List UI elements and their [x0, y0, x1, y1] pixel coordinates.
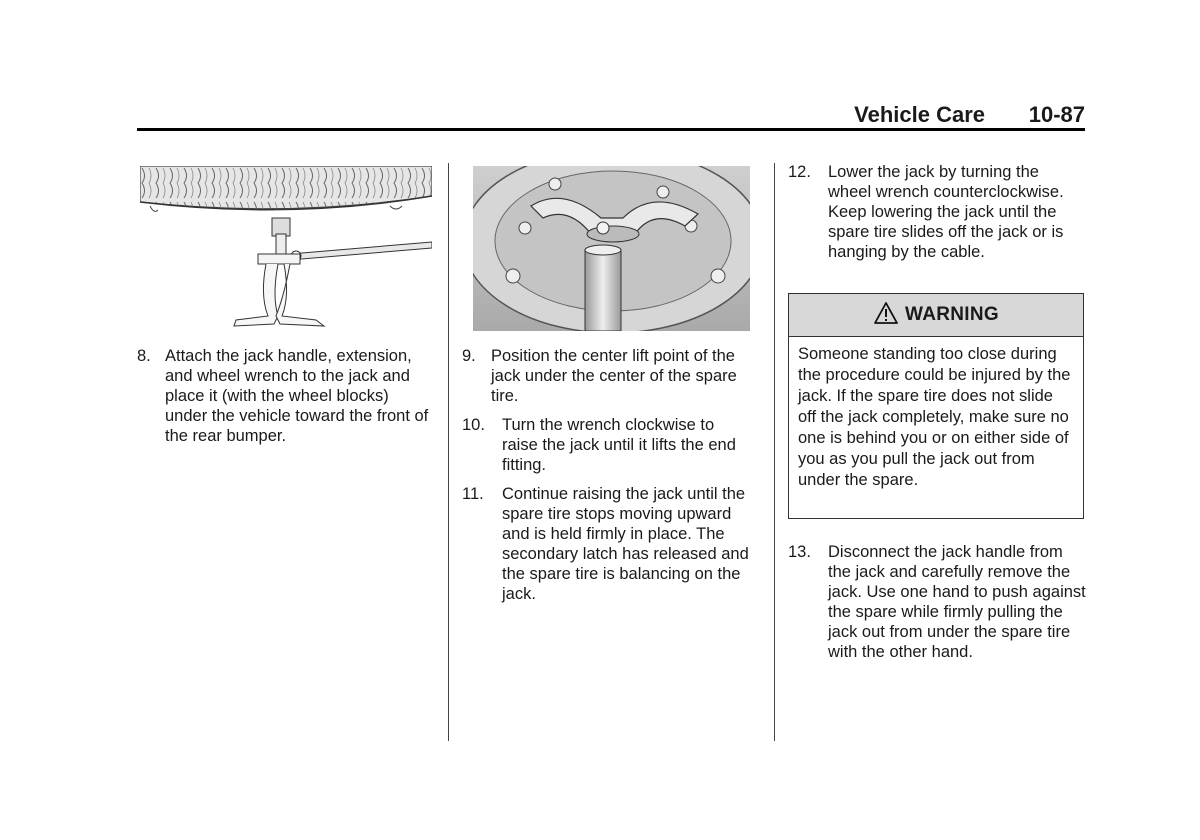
step-number: 8. [137, 347, 151, 365]
wheel-and-jack-illustration [473, 166, 750, 331]
step-number: 11. [462, 485, 484, 503]
step-11 [462, 484, 762, 609]
column-divider [774, 163, 775, 741]
page-header [137, 100, 1085, 130]
step-text: Attach the jack handle, extension, and wheel wrench to the jack and place it (with the wheel blocks) under the vehicle toward the front of the rear bumper. [165, 347, 429, 445]
section-title: Vehicle Care [854, 102, 985, 127]
step-text: Continue raising the jack until the spare tire stops moving upward and is held firmly in place. The secondary latch has released and the spare tire is balancing on the jack. [502, 485, 749, 603]
warning-header [789, 294, 1083, 337]
step-number: 9. [462, 347, 476, 365]
step-13 [788, 542, 1086, 687]
step-number: 12. [788, 163, 811, 181]
jack-under-tire-figure [140, 166, 432, 330]
step-10 [462, 415, 762, 477]
step-text: Disconnect the jack handle from the jack and carefully remove the jack. Use one hand to push against the spare while firmly pulling the jack out from under the spare tire with the other hand. [828, 543, 1086, 661]
jack-under-tire-illustration [140, 166, 432, 330]
warning-title: WARNING [905, 304, 999, 325]
step-text: Turn the wrench clockwise to raise the jack until it lifts the end fitting. [502, 416, 736, 474]
warning-triangle-icon [873, 301, 899, 330]
step-number: 13. [788, 543, 811, 561]
warning-text: Someone standing too close during the procedure could be injured by the jack. If the spare tire does not slide off the jack completely, make sure no one is behind you or on either side of you as you pull the jack out from under the spare. [798, 345, 1071, 489]
step-12 [788, 162, 1086, 287]
jack-lift-point-figure [473, 166, 750, 331]
step-8 [137, 346, 432, 476]
header-rule [137, 128, 1085, 131]
step-text: Position the center lift point of the jack under the center of the spare tire. [491, 347, 737, 405]
column-divider [448, 163, 449, 741]
step-text: Lower the jack by turning the wheel wrench counterclockwise. Keep lowering the jack until the spare tire slides off the jack or is hanging by the cable. [828, 163, 1064, 261]
step-number: 10. [462, 416, 485, 434]
step-9 [462, 346, 762, 406]
warning-box [788, 293, 1084, 519]
page-number: 10-87 [1028, 102, 1085, 127]
